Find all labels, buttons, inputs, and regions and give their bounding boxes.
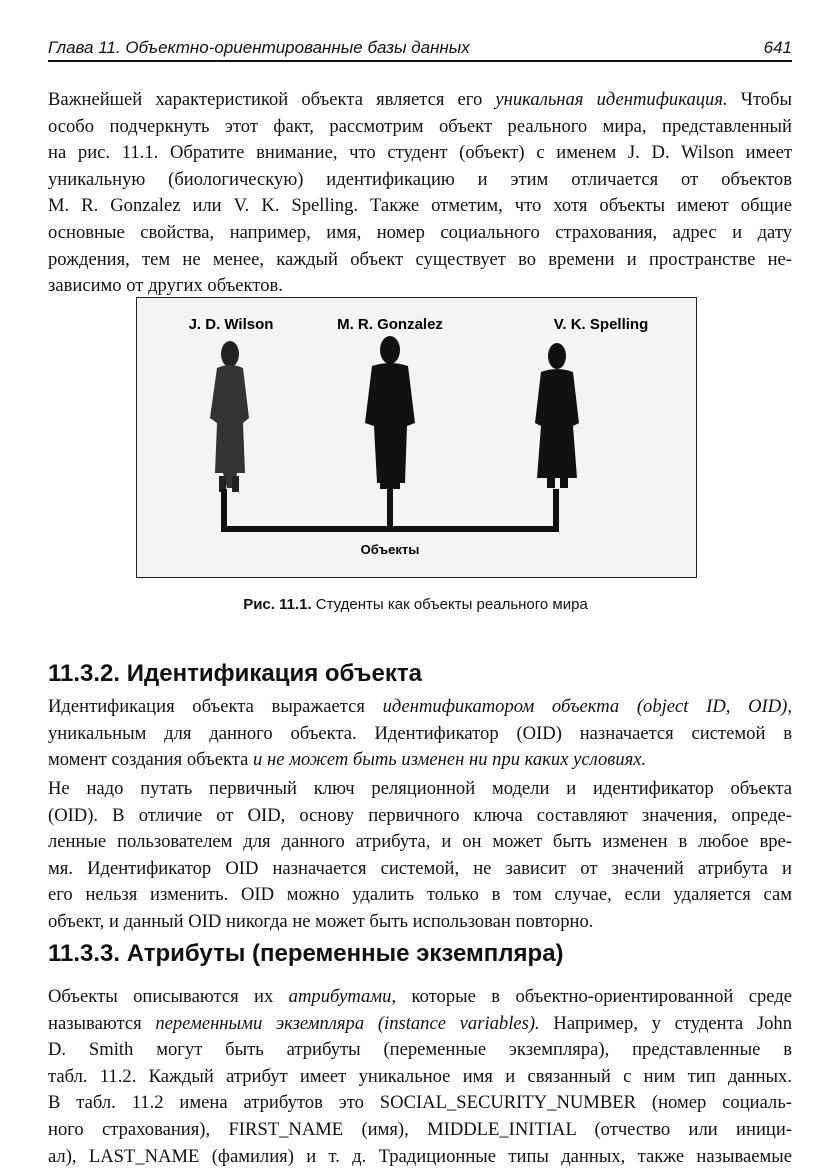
text-line: [48, 167, 792, 194]
text-line: [48, 909, 792, 936]
emphasis-text: и не может быть изменен ни при каких условиях.: [253, 749, 647, 771]
body-text: Важнейшей характеристикой объекта является его: [48, 89, 496, 110]
page-number: 641: [763, 38, 792, 57]
text-line: [48, 247, 792, 274]
body-text: ного страхования), FIRST_NAME (имя), MIDDLE_INITIAL (отчество или иници-: [48, 1118, 792, 1140]
body-text: объект, и данный OID никогда не может быть использован повторно.: [48, 910, 594, 932]
emphasis-text: уникальная идентификация.: [495, 89, 728, 110]
body-text: зависимо от других объектов.: [48, 275, 283, 297]
caption-number: Рис. 11.1.: [243, 596, 312, 613]
figure-illustration: [137, 298, 696, 577]
text-line: [48, 829, 792, 856]
body-text: ал), LAST_NAME (фамилия) и т. д. Традиционные типы данных, также называемые: [48, 1145, 792, 1167]
body-text: называются: [48, 1012, 156, 1034]
text-line: [48, 273, 792, 300]
person-wilson-figure: [210, 341, 249, 492]
text-line: [48, 114, 792, 141]
text-line: [48, 1011, 792, 1038]
body-text: В табл. 11.2 имена атрибутов это SOCIAL_SECURITY_NUMBER (номер социаль-: [48, 1092, 792, 1114]
text-line: [48, 984, 792, 1011]
person-gonzalez-figure: [365, 336, 415, 489]
text-line: [48, 220, 792, 247]
body-text: ленные пользователем для данного атрибута, и он может быть изменен в любое вре-: [48, 831, 792, 853]
running-head: [48, 38, 792, 62]
person-spelling-figure: [535, 343, 579, 488]
body-text: момент создания объекта: [48, 749, 254, 771]
body-text: уникальную (биологическую) идентификацию и этим отличается от объектов: [48, 168, 792, 190]
text-line: [48, 776, 792, 803]
section-heading-attributes: 11.3.3. Атрибуты (переменные экземпляра): [48, 940, 564, 967]
text-line: [48, 694, 792, 721]
text-line: [48, 803, 792, 830]
body-text: уникальным для данного объекта. Идентификатор (OID) назначается системой в: [48, 722, 792, 744]
body-text: его нельзя изменить. OID можно удалить только в том случае, если удаляется сам: [48, 884, 792, 906]
body-text: на рис. 11.1. Обратите внимание, что студент (объект) с именем J. D. Wilson имеет: [48, 142, 792, 164]
objects-label: Объекты: [360, 542, 420, 557]
section-heading-object-identity: 11.3.2. Идентификация объекта: [48, 660, 422, 687]
body-text: табл. 11.2. Каждый атрибут имеет уникальное имя и связанный с ним тип данных.: [48, 1065, 792, 1087]
body-text: которые в объектно-ориентированной среде: [396, 986, 792, 1007]
body-text: Идентификация объекта выражается: [48, 696, 383, 717]
body-text: M. R. Gonzalez или V. K. Spelling. Также отметим, что хотя объекты имеют общие: [48, 195, 792, 217]
body-text: Чтобы: [727, 89, 792, 110]
body-text: Объекты описываются их: [48, 986, 289, 1007]
figure-caption: [0, 596, 831, 613]
text-line: [48, 1144, 792, 1171]
body-text: (OID). В отличие от OID, основу первичного ключа составляют значения, опреде-: [48, 804, 792, 826]
body-text: мя. Идентификатор OID назначается системой, не зависит от значений атрибута и: [48, 857, 792, 879]
body-text: особо подчеркнуть этот факт, рассмотрим объект реального мира, представленный: [48, 115, 792, 137]
paragraph-unique-identity: [48, 87, 792, 300]
text-line: [48, 1117, 792, 1144]
caption-text: Студенты как объекты реального мира: [311, 596, 588, 613]
paragraph-attributes: [48, 984, 792, 1170]
text-line: [48, 87, 792, 114]
emphasis-text: переменными экземпляра (instance variables).: [155, 1012, 540, 1034]
emphasis-text: атрибутами,: [288, 986, 397, 1007]
person-name-wilson: J. D. Wilson: [188, 316, 274, 333]
paragraph-primary-key-vs-oid: [48, 776, 792, 936]
person-name-gonzalez: M. R. Gonzalez: [337, 316, 443, 333]
text-line: [48, 856, 792, 883]
body-text: Не надо путать первичный ключ реляционной модели и идентификатор объекта: [48, 778, 792, 799]
paragraph-oid-definition: [48, 694, 792, 774]
text-line: [48, 882, 792, 909]
body-text: основные свойства, например, имя, номер социального страхования, адрес и дату: [48, 221, 792, 243]
body-text: рождения, тем не менее, каждый объект существует во времени и пространстве не-: [48, 248, 792, 270]
text-line: [48, 1037, 792, 1064]
body-text: Например, у студента John: [539, 1012, 792, 1034]
text-line: [48, 140, 792, 167]
text-line: [48, 721, 792, 748]
text-line: [48, 193, 792, 220]
text-line: [48, 747, 792, 774]
chapter-title: Глава 11. Объектно-ориентированные базы данных: [48, 38, 470, 57]
body-text: D. Smith могут быть атрибуты (переменные экземпляра), представленные в: [48, 1039, 792, 1061]
figure-students-as-objects: [136, 297, 697, 578]
text-line: [48, 1090, 792, 1117]
objects-bracket: [221, 489, 559, 532]
text-line: [48, 1064, 792, 1091]
person-name-spelling: V. K. Spelling: [553, 316, 649, 333]
emphasis-text: идентификатором объекта (object ID, OID),: [382, 696, 792, 717]
